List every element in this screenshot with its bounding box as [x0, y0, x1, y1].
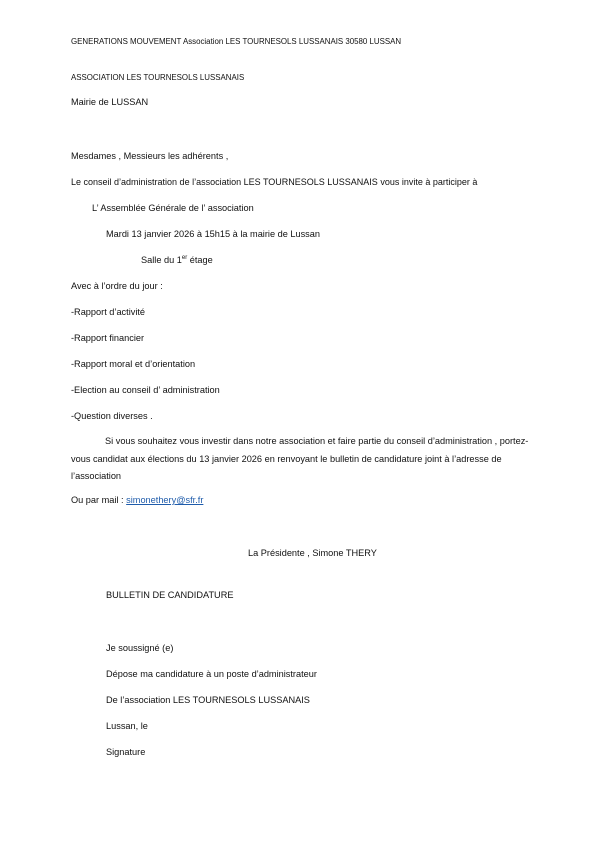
agenda-item: -Question diverses .	[71, 411, 153, 421]
intro-text: Le conseil d’administration de l’association LES TOURNESOLS LUSSANAIS vous invite à participer à	[71, 177, 478, 187]
candidacy-paragraph	[71, 433, 541, 486]
meeting-date: Mardi 13 janvier 2026 à 15h15 à la mairie de Lussan	[106, 229, 320, 239]
assembly-title: L’ Assemblée Générale de l’ association	[92, 203, 254, 213]
mairie: Mairie de LUSSAN	[71, 97, 149, 107]
bulletin-line: Lussan, le	[106, 721, 148, 731]
president-signature: La Présidente , Simone THERY	[248, 548, 377, 558]
room-sup: er	[181, 255, 188, 261]
bulletin-line: Signature	[106, 747, 146, 757]
agenda-item: -Rapport financier	[71, 333, 145, 343]
meeting-room	[141, 254, 213, 266]
bulletin-line: De l’association LES TOURNESOLS LUSSANAIS	[106, 695, 310, 705]
bulletin-line: Dépose ma candidature à un poste d’administrateur	[106, 669, 317, 679]
agenda-item: -Election au conseil d’ administration	[71, 385, 220, 395]
agenda-item: -Rapport d’activité	[71, 307, 146, 317]
greeting: Mesdames , Messieurs les adhérents ,	[71, 151, 229, 161]
email-line	[71, 494, 203, 506]
header-line: GENERATIONS MOUVEMENT Association LES TOURNESOLS LUSSANAIS 30580 LUSSAN	[71, 37, 402, 46]
agenda-title: Avec à l’ordre du jour :	[71, 281, 163, 291]
email-link[interactable]: simonethery@sfr.fr	[126, 495, 204, 505]
bulletin-line: Je soussigné (e)	[106, 643, 174, 653]
room-prefix: Salle du 1	[141, 255, 182, 265]
agenda-item: -Rapport moral et d’orientation	[71, 359, 196, 369]
room-suffix: étage	[187, 255, 213, 265]
org-name: ASSOCIATION LES TOURNESOLS LUSSANAIS	[71, 73, 245, 82]
candidacy-text: Si vous souhaitez vous investir dans notre association et faire partie du conseil d’administration , portez- vous candidat aux élections du 13 janvier 2026 en renvoyant le bulletin de candidature joint à l’adresse de l’association	[71, 436, 529, 481]
email-label: Ou par mail :	[71, 495, 127, 505]
bulletin-title: BULLETIN DE CANDIDATURE	[106, 590, 234, 600]
